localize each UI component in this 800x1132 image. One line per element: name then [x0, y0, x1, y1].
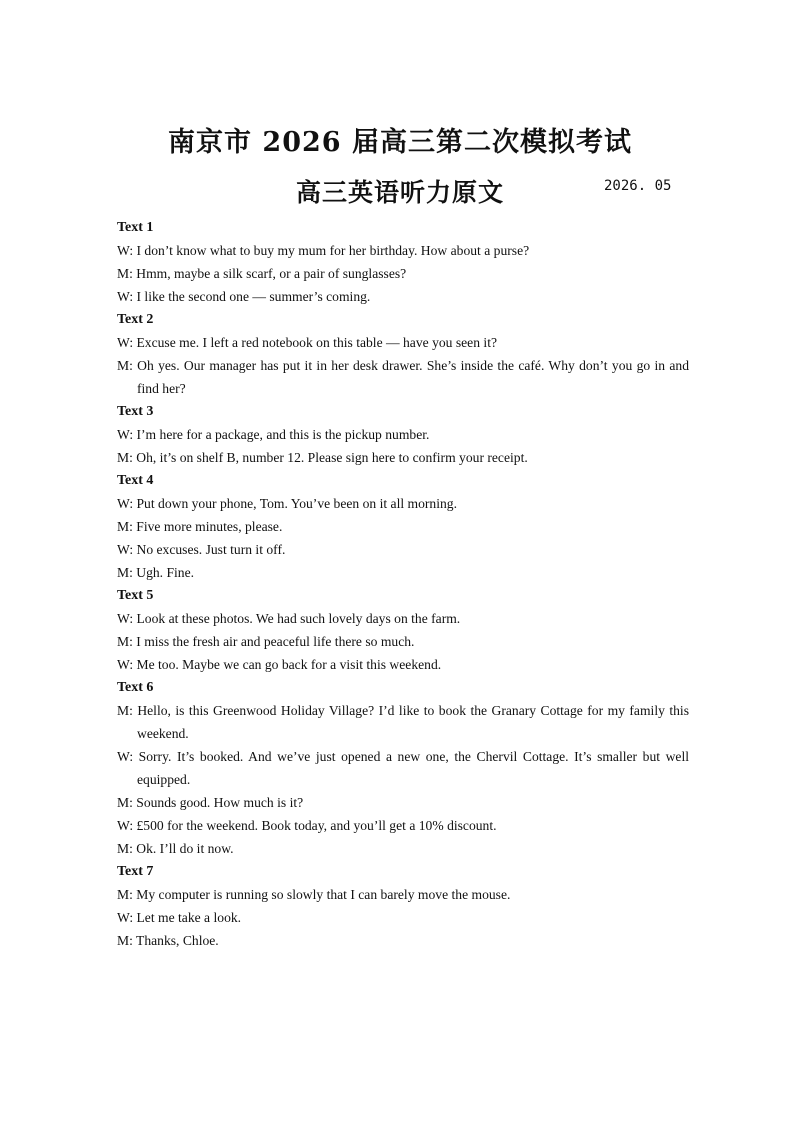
dialogue-line: W: No excuses. Just turn it off. — [117, 542, 286, 557]
transcript-section — [117, 400, 689, 469]
dialogue-line: W: Put down your phone, Tom. You’ve been on it all morning. — [117, 496, 458, 511]
section-label: Text 6 — [117, 680, 154, 695]
exam-date: 2026. 05 — [604, 178, 672, 194]
transcript-section — [117, 469, 689, 584]
dialogue-line: M: Oh yes. Our manager has put it in her desk drawer. She’s inside the café. Why don’t you go in and find her? — [117, 358, 689, 396]
section-label: Text 2 — [117, 312, 154, 327]
transcript-section — [117, 216, 689, 308]
dialogue-line: W: I don’t know what to buy my mum for her birthday. How about a purse? — [117, 243, 530, 258]
dialogue-line: M: Thanks, Chloe. — [117, 933, 219, 948]
dialogue-line: M: Hello, is this Greenwood Holiday Village? I’d like to book the Granary Cottage for my family this weekend. — [117, 703, 689, 741]
section-label: Text 3 — [117, 404, 154, 419]
dialogue-line: W: Sorry. It’s booked. And we’ve just opened a new one, the Chervil Cottage. It’s smaller but well equipped. — [117, 749, 689, 787]
section-label: Text 1 — [117, 220, 154, 235]
dialogue-line: M: Ugh. Fine. — [117, 565, 195, 580]
dialogue-line: M: I miss the fresh air and peaceful life there so much. — [117, 634, 415, 649]
dialogue-line: W: £500 for the weekend. Book today, and you’ll get a 10% discount. — [117, 818, 497, 833]
transcript-body — [117, 216, 689, 952]
page-title: 南京市 2026 届高三第二次模拟考试 — [168, 127, 632, 158]
dialogue-line: M: Hmm, maybe a silk scarf, or a pair of sunglasses? — [117, 266, 407, 281]
section-label: Text 5 — [117, 588, 154, 603]
dialogue-line: M: My computer is running so slowly that I can barely move the mouse. — [117, 887, 511, 902]
dialogue-line: W: Me too. Maybe we can go back for a visit this weekend. — [117, 657, 442, 672]
dialogue-line: W: Let me take a look. — [117, 910, 242, 925]
dialogue-line: M: Ok. I’ll do it now. — [117, 841, 234, 856]
page-subtitle: 高三英语听力原文 — [295, 178, 504, 207]
dialogue-line: M: Five more minutes, please. — [117, 519, 283, 534]
section-label: Text 4 — [117, 473, 154, 488]
section-label: Text 7 — [117, 864, 154, 879]
dialogue-line: W: Excuse me. I left a red notebook on this table — have you seen it? — [117, 335, 498, 350]
transcript-section — [117, 308, 689, 400]
transcript-section — [117, 676, 689, 860]
dialogue-line: M: Sounds good. How much is it? — [117, 795, 304, 810]
dialogue-line: M: Oh, it’s on shelf B, number 12. Please sign here to confirm your receipt. — [117, 450, 528, 465]
dialogue-line: W: I like the second one — summer’s coming. — [117, 289, 371, 304]
transcript-section — [117, 584, 689, 676]
dialogue-line: W: Look at these photos. We had such lovely days on the farm. — [117, 611, 461, 626]
dialogue-line: W: I’m here for a package, and this is the pickup number. — [117, 427, 430, 442]
transcript-section — [117, 860, 689, 952]
